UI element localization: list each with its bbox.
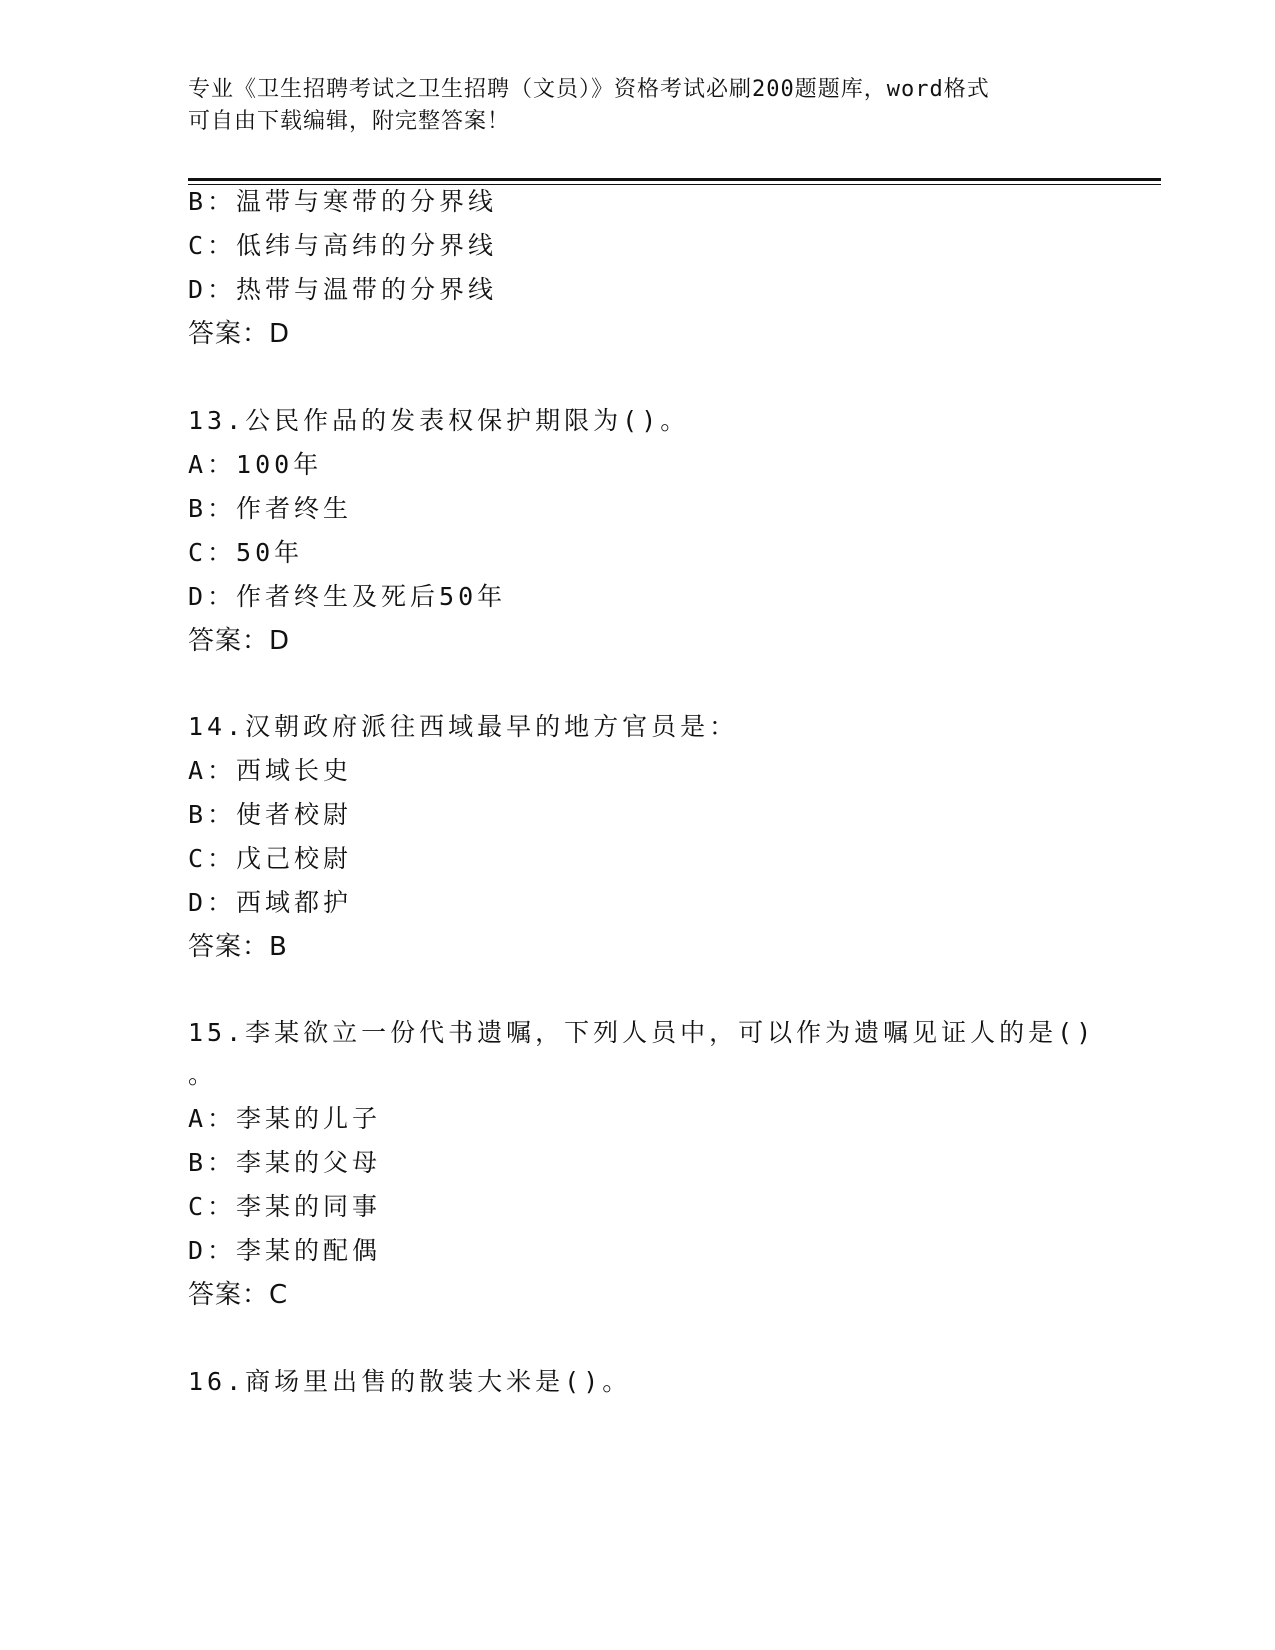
q14-option-a: A：西域长史 bbox=[188, 756, 353, 785]
q15-option-a: A：李某的儿子 bbox=[188, 1104, 382, 1133]
q14-option-c: C：戊己校尉 bbox=[188, 844, 353, 873]
header-line-2: 可自由下载编辑，附完整答案！ bbox=[188, 109, 511, 134]
q14-stem: 14.汉朝政府派往西域最早的地方官员是： bbox=[188, 712, 739, 741]
q14-option-d: D：西域都护 bbox=[188, 888, 353, 917]
q15-option-d: D：李某的配偶 bbox=[188, 1236, 382, 1265]
q15-option-b: B：李某的父母 bbox=[188, 1148, 382, 1177]
q13-option-d: D：作者终生及死后50年 bbox=[188, 582, 507, 611]
q15-answer: 答案：C bbox=[188, 1280, 289, 1310]
q13-option-a: A：100年 bbox=[188, 450, 323, 479]
header-line-1: 专业《卫生招聘考试之卫生招聘（文员）》资格考试必刷200题题库，word格式 bbox=[188, 77, 990, 102]
prev-answer: 答案：D bbox=[188, 319, 291, 349]
q15-stem: 15.李某欲立一份代书遗嘱，下列人员中，可以作为遗嘱见证人的是() bbox=[188, 1018, 1096, 1047]
prev-option-c: C：低纬与高纬的分界线 bbox=[188, 231, 498, 260]
header-divider-thick bbox=[188, 178, 1161, 181]
q13-option-c: C：50年 bbox=[188, 538, 304, 567]
document-header bbox=[188, 74, 1088, 138]
q16-stem: 16.商场里出售的散装大米是()。 bbox=[188, 1367, 632, 1396]
q13-answer: 答案：D bbox=[188, 626, 291, 656]
q13-option-b: B：作者终生 bbox=[188, 494, 353, 523]
q14-option-b: B：使者校尉 bbox=[188, 800, 353, 829]
prev-option-b: B：温带与寒带的分界线 bbox=[188, 187, 498, 216]
q15-stem-continued: 。 bbox=[188, 1060, 218, 1089]
q15-option-c: C：李某的同事 bbox=[188, 1192, 382, 1221]
q13-stem: 13.公民作品的发表权保护期限为()。 bbox=[188, 406, 690, 435]
q14-answer: 答案：B bbox=[188, 932, 288, 962]
prev-option-d: D：热带与温带的分界线 bbox=[188, 275, 498, 304]
